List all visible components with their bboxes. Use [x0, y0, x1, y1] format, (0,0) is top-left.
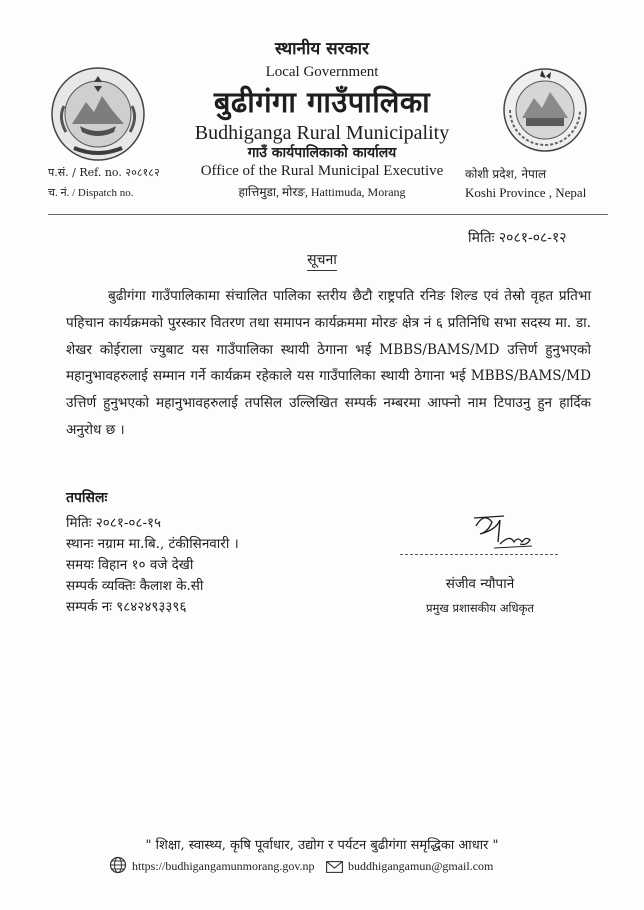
signature-line	[400, 554, 558, 555]
globe-icon	[109, 856, 127, 874]
signatory-title: प्रमुख प्रशासकीय अधिकृत	[426, 601, 534, 615]
email-link[interactable]: buddhigangamun@gmail.com	[348, 859, 494, 873]
municipality-name-en: Budhiganga Rural Municipality	[194, 122, 450, 144]
office-address: हात्तिमुडा, मोरङ, Hattimuda, Morang	[238, 185, 406, 199]
footer-slogan: " शिक्षा, स्वास्थ्य, कृषि पूर्वाधार, उद्योग र पर्यटन बुढीगंगा समृद्धिका आधार "	[145, 838, 499, 853]
event-date: मितिः २०८१-०८-१५	[66, 515, 162, 531]
notice-body-paragraph: बुढीगंगा गाउँपालिकामा संचालित पालिका स्तरीय छैटौ राष्ट्रपति रनिङ शिल्ड एवं तेस्रो वृहत प्रतिभा पहिचान कार्यक्रमको पुरस्कार वितरण तथा समापन कार्यक्रममा मोरङ क्षेत्र नं ६ प्रतिनिधि सभा सदस्य मा. डा. शेखर कोईराला ज्युबाट यस गाउँपालिका स्थायी ठेगाना भई MBBS/BAMS/MD उत्तिर्ण हुनुभएको महानुभावहरुलाई सम्मान गर्ने कार्यक्रम रहेकाले यस गाउँपालिका स्थायी ठेगाना भई MBBS/BAMS/MD उत्तिर्ण हुनुभएको महानुभावहरुलाई तपसिल उल्लिखित सम्पर्क नम्बरमा आफ्नो नाम टिपाउनु हुन हार्दिक अनुरोध छ ।	[66, 288, 591, 438]
details-list	[66, 513, 239, 618]
header-divider	[48, 214, 608, 215]
contact-number: सम्पर्क नः ९८४२४९३३९६	[66, 599, 187, 615]
province-name-en: Koshi Province , Nepal	[465, 185, 587, 200]
details-heading: तपसिलः	[66, 490, 108, 506]
office-name-en: Office of the Rural Municipal Executive	[200, 163, 444, 179]
notice-title	[0, 250, 644, 269]
handwritten-signature-icon	[470, 508, 536, 552]
notice-date: मितिः २०८१-०८-१२	[468, 230, 567, 246]
dispatch-number: च. नं. / Dispatch no.	[48, 187, 134, 199]
notice-body	[66, 283, 591, 444]
notice-title-text: सूचना	[307, 252, 337, 271]
envelope-icon	[326, 861, 343, 873]
municipality-name-np: बुढीगंगा गाउँपालिका	[213, 85, 431, 119]
government-level-en: Local Government	[265, 64, 379, 80]
office-name-np: गाउँ कार्यपालिकाको कार्यालय	[247, 145, 397, 161]
government-level-np: स्थानीय सरकार	[274, 39, 369, 59]
website-link[interactable]: https://budhigangamunmorang.gov.np	[132, 859, 315, 873]
province-name-np: कोशी प्रदेश, नेपाल	[465, 167, 547, 181]
event-venue: स्थानः नग्राम मा.बि., टंकीसिनवारी ।	[66, 536, 239, 552]
event-time: समयः विहान १० वजे देखी	[66, 557, 194, 573]
contact-person: सम्पर्क व्यक्तिः कैलाश के.सी	[66, 578, 204, 594]
reference-number: प.सं. / Ref. no. २०८१८२	[48, 166, 160, 179]
signatory-name: संजीव न्यौपाने	[445, 576, 515, 592]
